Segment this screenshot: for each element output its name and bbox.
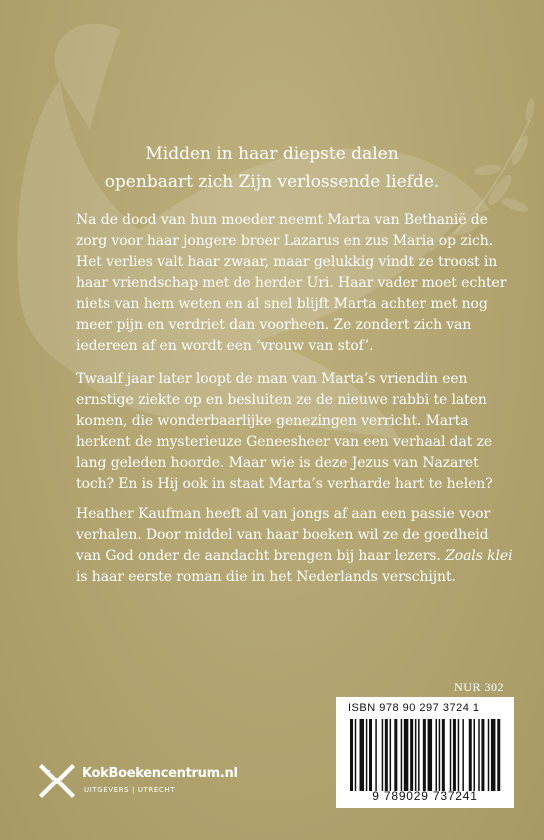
tagline — [0, 140, 544, 196]
barcode-bar — [453, 719, 456, 791]
barcode-bar — [375, 719, 377, 791]
barcode-bar — [390, 719, 392, 791]
blurb-line: ernstige ziekte op en besluiten ze de nieuwe rabbi te laten — [76, 392, 487, 408]
blurb-line: toch? En is Hij ook in staat Marta’s verharde hart te helen? — [76, 476, 493, 492]
nur-code: NUR 302 — [454, 680, 504, 694]
barcode-bar — [360, 719, 365, 791]
ean-digits: 9 789029 737241 — [372, 789, 478, 803]
publisher-subtitle: UITGEVERS | UTRECHT — [84, 786, 176, 794]
barcode-bar — [366, 719, 368, 791]
blurb-line: zorg voor haar jongere broer Lazarus en zus Maria op zich. — [76, 233, 493, 249]
blurb-line: Na de dood van hun moeder neemt Marta van Bethanië de — [76, 212, 488, 228]
blurb-line: haar vriendschap met de herder Uri. Haar vader moet echter — [76, 275, 507, 291]
author-paragraph — [76, 504, 513, 588]
barcode-bar — [410, 719, 413, 791]
barcode-bar — [350, 719, 353, 791]
publisher-name: KokBoekencentrum.nl — [82, 766, 238, 781]
barcode-bar — [478, 719, 480, 791]
blurb-line: niets van hem weten en al snel blijft Marta achter met nog — [76, 296, 488, 312]
isbn-label: ISBN 978 90 297 3724 1 — [348, 702, 480, 714]
barcode-bar — [394, 719, 397, 791]
blurb-line: is haar eerste roman die in het Nederlands verschijnt. — [76, 569, 456, 585]
barcode-bar — [442, 719, 445, 791]
barcode-bar — [415, 719, 417, 791]
blurb-line: meer pijn en verdriet dan voorheen. Ze zondert zich van — [76, 317, 472, 333]
blurb-line — [76, 546, 513, 567]
barcode-bar — [481, 719, 484, 791]
blurb-line: komen, die wonderbaarlijke genezingen verricht. Marta — [76, 413, 469, 429]
isbn-barcode — [336, 697, 514, 808]
barcode-bar — [428, 719, 433, 791]
blurb-line: verhalen. Door middel van haar boeken wil ze de goedheid — [76, 527, 489, 543]
barcode-bar — [404, 719, 409, 791]
blurb-line: lang geleden hoorde. Maar wie is deze Jezus van Nazaret — [76, 455, 479, 471]
blurb-line: herkent de mysterieuze Geneesheer van een verhaal dat ze — [76, 434, 493, 450]
barcode-bar — [450, 719, 452, 791]
barcode-bar — [474, 719, 476, 791]
blurb-line: iedereen af en wordt een ‘vrouw van stof’. — [76, 338, 374, 354]
barcode-bar — [369, 719, 372, 791]
barcode-bar — [497, 719, 500, 791]
barcode-bar — [469, 719, 472, 791]
barcode-bar — [355, 719, 357, 791]
blurb-paragraph-2 — [76, 369, 506, 495]
barcode-bar — [462, 719, 464, 791]
blurb-line: Twaalf jaar later loopt de man van Marta’s vriendin een — [76, 371, 468, 387]
blurb-line: Het verlies valt haar zwaar, maar gelukkig vindt ze troost in — [76, 254, 498, 270]
book-title-italic: Zoals klei — [445, 548, 513, 564]
barcode-bars — [350, 719, 502, 791]
barcode-bar — [385, 719, 388, 791]
barcode-bar — [439, 719, 441, 791]
tagline-line-1: Midden in haar diepste dalen — [145, 144, 399, 164]
publisher-logo — [36, 758, 266, 804]
barcode-bar — [458, 719, 460, 791]
barcode-bar — [491, 719, 496, 791]
barcode-bar — [423, 719, 426, 791]
blurb-line-text: van God onder de aandacht brengen bij haar lezers. — [76, 548, 441, 564]
barcode-bar — [488, 719, 490, 791]
barcode-bar — [382, 719, 383, 791]
blurb-paragraph-1 — [76, 210, 506, 357]
tagline-line-2: openbaart zich Zijn verlossende liefde. — [104, 172, 440, 192]
x-leaf-logo-icon — [36, 760, 78, 802]
barcode-bar — [401, 719, 403, 791]
barcode-bar — [418, 719, 420, 791]
barcode-bar — [436, 719, 438, 791]
blurb-line: Heather Kaufman heeft al van jongs af aan een passie voor — [76, 506, 491, 522]
